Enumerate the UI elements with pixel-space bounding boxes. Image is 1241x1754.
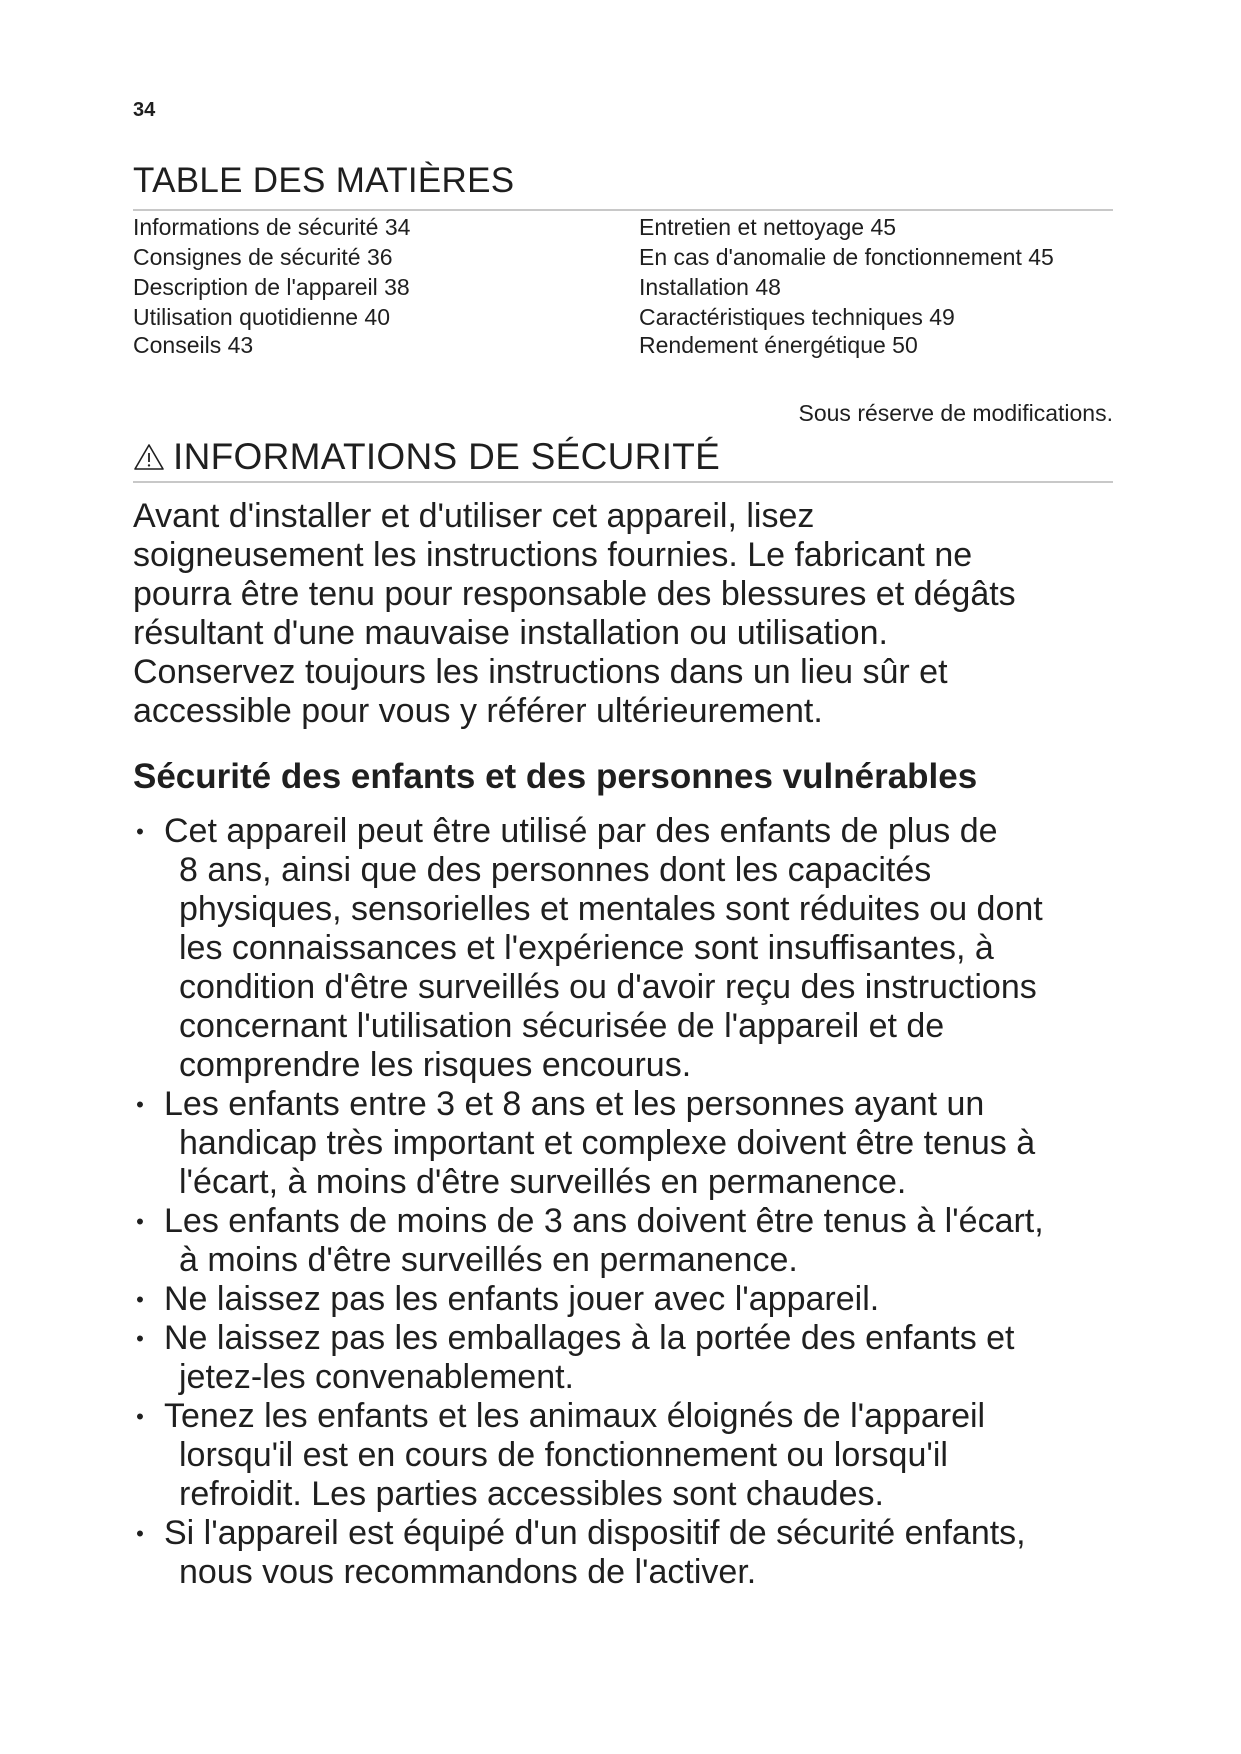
toc-item[interactable]: Installation 48 bbox=[639, 274, 781, 300]
list-item bbox=[133, 1202, 1118, 1280]
toc-item[interactable]: Rendement énergétique 50 bbox=[639, 332, 918, 358]
list-item-line: lorsqu'il est en cours de fonctionnement ou lorsqu'il bbox=[179, 1436, 948, 1474]
toc-item[interactable]: Conseils 43 bbox=[133, 332, 254, 358]
list-item-line: Les enfants de moins de 3 ans doivent être tenus à l'écart, bbox=[164, 1202, 1044, 1240]
list-item-line: concernant l'utilisation sécurisée de l'appareil et de bbox=[179, 1007, 945, 1045]
list-item-line: Ne laissez pas les enfants jouer avec l'appareil. bbox=[164, 1280, 880, 1318]
list-item bbox=[133, 812, 1118, 1085]
toc-title: TABLE DES MATIÈRES bbox=[133, 161, 515, 200]
list-item bbox=[133, 1085, 1118, 1202]
toc-item[interactable]: Consignes de sécurité 36 bbox=[133, 244, 393, 270]
toc-left-column bbox=[133, 212, 410, 360]
bullet-dot: • bbox=[136, 1209, 144, 1234]
bullet-dot: • bbox=[136, 1092, 144, 1117]
page-number: 34 bbox=[133, 99, 156, 121]
bullet-dot: • bbox=[136, 1404, 144, 1429]
toc-item[interactable]: Entretien et nettoyage 45 bbox=[639, 214, 897, 240]
list-item-line: Cet appareil peut être utilisé par des enfants de plus de bbox=[164, 812, 998, 850]
toc-divider bbox=[133, 209, 1113, 211]
safety-divider bbox=[133, 481, 1113, 483]
intro-line: Conservez toujours les instructions dans un lieu sûr et bbox=[133, 653, 948, 691]
safety-section-title bbox=[133, 434, 720, 480]
list-item bbox=[133, 1319, 1118, 1397]
list-item-line: jetez-les convenablement. bbox=[179, 1358, 575, 1396]
list-item bbox=[133, 1280, 1118, 1319]
list-item-line: Les enfants entre 3 et 8 ans et les personnes ayant un bbox=[164, 1085, 985, 1123]
toc-item[interactable]: Informations de sécurité 34 bbox=[133, 214, 411, 240]
intro-line: Avant d'installer et d'utiliser cet appareil, lisez bbox=[133, 497, 815, 535]
toc-right-column bbox=[639, 212, 1054, 360]
bullet-dot: • bbox=[136, 819, 144, 844]
intro-line: pourra être tenu pour responsable des blessures et dégâts bbox=[133, 575, 1016, 613]
children-safety-list bbox=[133, 812, 1118, 1592]
list-item-line: les connaissances et l'expérience sont insuffisantes, à bbox=[179, 929, 994, 967]
bullet-dot: • bbox=[136, 1521, 144, 1546]
toc-item[interactable]: En cas d'anomalie de fonctionnement 45 bbox=[639, 244, 1054, 270]
list-item-line: 8 ans, ainsi que des personnes dont les capacités bbox=[179, 851, 932, 889]
list-item-line: Ne laissez pas les emballages à la portée des enfants et bbox=[164, 1319, 1015, 1357]
children-safety-heading: Sécurité des enfants et des personnes vulnérables bbox=[133, 757, 978, 796]
list-item-line: Si l'appareil est équipé d'un dispositif de sécurité enfants, bbox=[164, 1514, 1026, 1552]
list-item-line: comprendre les risques encourus. bbox=[179, 1046, 692, 1084]
intro-line: accessible pour vous y référer ultérieurement. bbox=[133, 692, 823, 730]
intro-line: résultant d'une mauvaise installation ou utilisation. bbox=[133, 614, 888, 652]
toc-item[interactable]: Description de l'appareil 38 bbox=[133, 274, 410, 300]
intro-line: soigneusement les instructions fournies. Le fabricant ne bbox=[133, 536, 973, 574]
list-item-line: refroidit. Les parties accessibles sont chaudes. bbox=[179, 1475, 884, 1513]
toc-item[interactable]: Caractéristiques techniques 49 bbox=[639, 304, 955, 330]
list-item-line: physiques, sensorielles et mentales sont réduites ou dont bbox=[179, 890, 1043, 928]
toc-item[interactable]: Utilisation quotidienne 40 bbox=[133, 304, 391, 330]
list-item-line: nous vous recommandons de l'activer. bbox=[179, 1553, 757, 1591]
list-item-line: l'écart, à moins d'être surveillés en permanence. bbox=[179, 1163, 907, 1201]
safety-title-text: INFORMATIONS DE SÉCURITÉ bbox=[173, 436, 721, 477]
bullet-dot: • bbox=[136, 1287, 144, 1312]
list-item bbox=[133, 1514, 1118, 1592]
list-item-line: handicap très important et complexe doivent être tenus à bbox=[179, 1124, 1036, 1162]
reserve-note: Sous réserve de modifications. bbox=[798, 400, 1113, 426]
safety-intro bbox=[133, 497, 1113, 731]
bullet-dot: • bbox=[136, 1326, 144, 1351]
list-item bbox=[133, 1397, 1118, 1514]
list-item-line: Tenez les enfants et les animaux éloignés de l'appareil bbox=[164, 1397, 986, 1435]
list-item-line: condition d'être surveillés ou d'avoir reçu des instructions bbox=[179, 968, 1037, 1006]
list-item-line: à moins d'être surveillés en permanence. bbox=[179, 1241, 798, 1279]
warning-triangle-icon bbox=[133, 442, 165, 472]
